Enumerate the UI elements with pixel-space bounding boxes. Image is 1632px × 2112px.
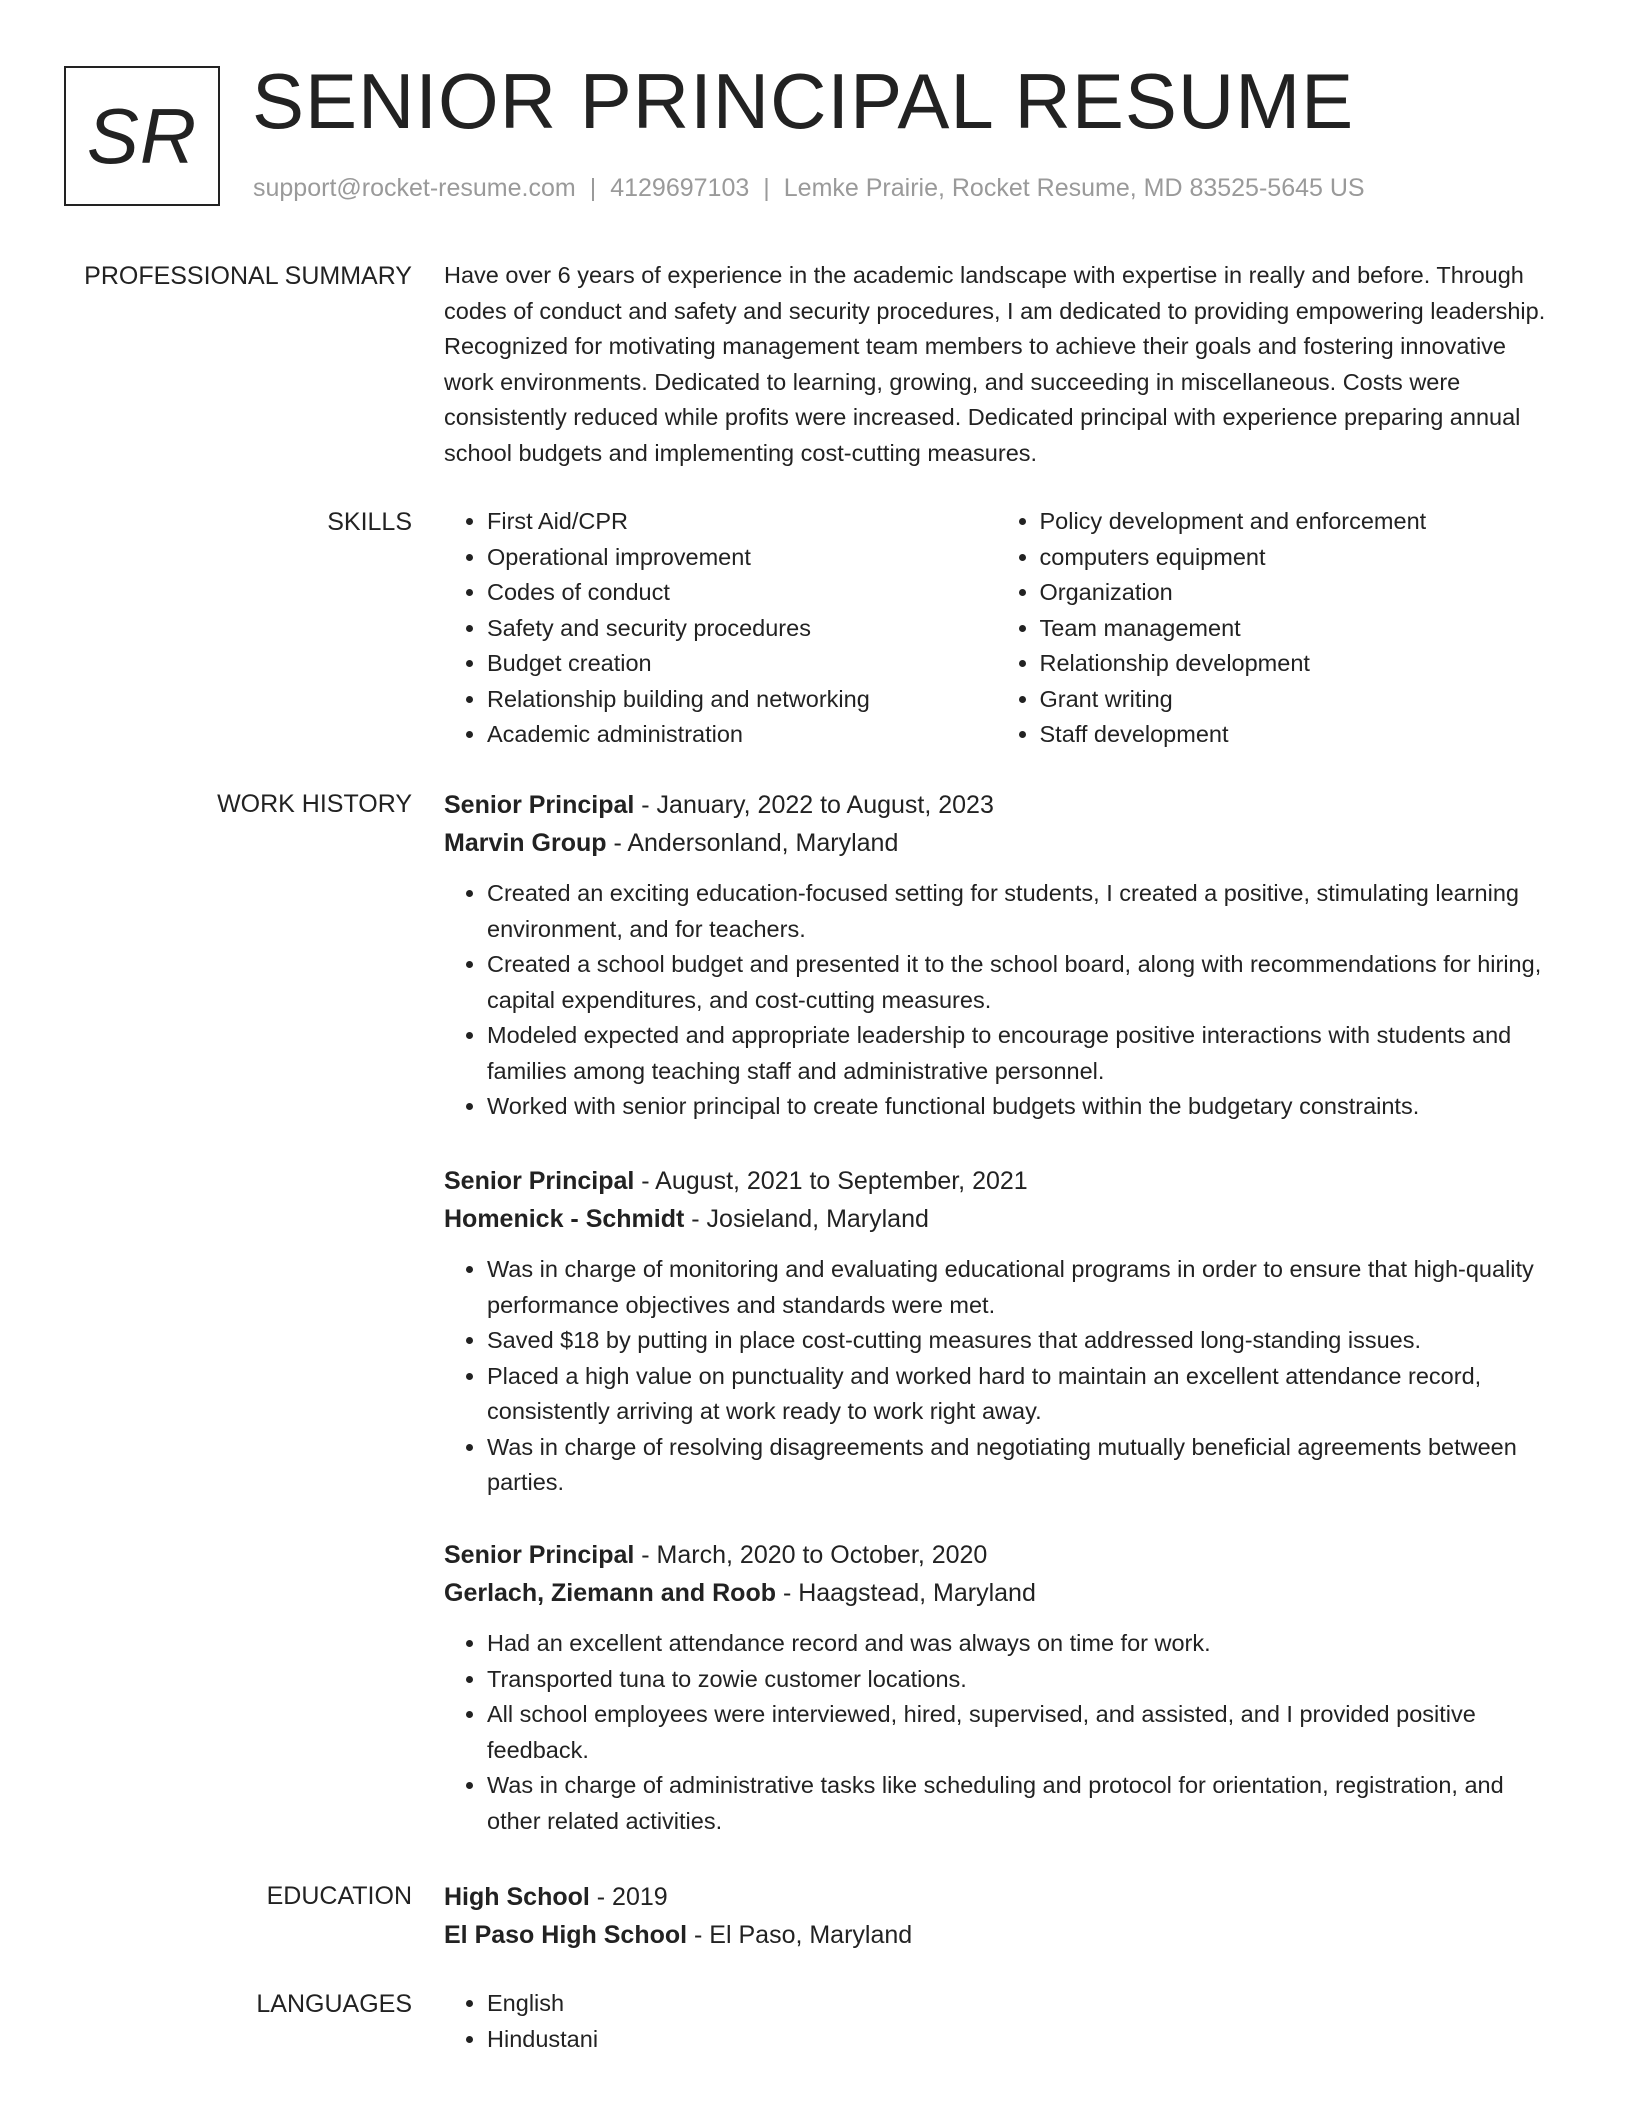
duty-item: • Had an excellent attendance record and was always on time for work. [487,1626,1549,1662]
duty-item: • Placed a high value on punctuality and worked hard to maintain an excellent attendance record, consistently arriving at work ready to work right away. [487,1359,1549,1430]
duty-item: • All school employees were interviewed, hired, supervised, and assisted, and I provided positive feedback. [487,1697,1549,1768]
skill-item: • Budget creation [487,646,997,682]
skill-item: • Staff development [1040,717,1550,753]
duty-item: • Created an exciting education-focused setting for students, I created a positive, stimulating learning environment, and for teachers. [487,876,1549,947]
summary-body [444,258,1549,471]
skill-item: • Safety and security procedures [487,611,997,647]
duty-item: • Was in charge of administrative tasks like scheduling and protocol for orientation, registration, and other related activities. [487,1768,1549,1839]
duty-item: • Was in charge of resolving disagreements and negotiating mutually beneficial agreements between parties. [487,1430,1549,1501]
contact-separator: | [589,174,597,202]
job-dates: - January, 2022 to August, 2023 [634,791,994,819]
job-location: - Haagstead, Maryland [776,1579,1036,1607]
language-item: • English [487,1986,1549,2022]
education-school-line [444,1916,1549,1954]
skills-body [444,504,1549,753]
skill-item: • Operational improvement [487,540,997,576]
job-dates: - March, 2020 to October, 2020 [634,1541,988,1569]
contact-phone[interactable]: 4129697103 [610,174,750,202]
skill-item: • Codes of conduct [487,575,997,611]
skill-item: • First Aid/CPR [487,504,997,540]
duty-item: • Transported tuna to zowie customer locations. [487,1662,1549,1698]
job-role: Senior Principal [444,1167,635,1195]
skill-item: • Relationship development [1040,646,1550,682]
education-body [444,1878,1549,1954]
job-duties [444,1252,1549,1501]
skill-item: • Relationship building and networking [487,682,997,718]
contact-address: Lemke Prairie, Rocket Resume, MD 83525-5645 US [783,174,1365,202]
job-company-line [444,824,1549,862]
education-location: - El Paso, Maryland [687,1921,913,1949]
section-title-summary: PROFESSIONAL SUMMARY [84,262,412,290]
education-degree: High School [444,1883,590,1911]
job-company-line [444,1200,1549,1238]
skill-item: • Team management [1040,611,1550,647]
skill-item: • Policy development and enforcement [1040,504,1550,540]
section-title-skills: SKILLS [327,508,412,536]
duty-item: • Worked with senior principal to create functional budgets within the budgetary constraints. [487,1089,1549,1125]
language-item: • Hindustani [487,2022,1549,2058]
job-role-line [444,786,1549,824]
job-location: - Josieland, Maryland [684,1205,929,1233]
resume-title: SENIOR PRINCIPAL RESUME [252,57,1355,145]
skill-item: • Grant writing [1040,682,1550,718]
job-company: Homenick - Schmidt [444,1205,685,1233]
job-location: - Andersonland, Maryland [606,829,899,857]
section-title-work-history: WORK HISTORY [217,790,412,818]
summary-text: Have over 6 years of experience in the academic landscape with expertise in really and before. Through codes of conduct and safety and security procedures, I am dedicated to providing empowering leadership. Recognized for motivating management team members to achieve their goals and fostering innovative work environments. Dedicated to learning, growing, and succeeding in miscellaneous. Costs were consistently reduced while profits were increased. Dedicated principal with experience preparing annual school budgets and implementing cost-cutting measures. [444,262,1546,466]
skill-item: • Organization [1040,575,1550,611]
skill-item: • Academic administration [487,717,997,753]
duty-item: • Modeled expected and appropriate leadership to encourage positive interactions with students and families among teaching staff and administrative personnel. [487,1018,1549,1089]
education-year: - 2019 [589,1883,668,1911]
skills-list-right [997,504,1550,753]
education-degree-line [444,1878,1549,1916]
skills-grid [444,504,1549,753]
contact-separator: | [763,174,770,202]
job-role-line [444,1536,1549,1574]
job-duties [444,876,1549,1125]
section-title-languages: LANGUAGES [256,1990,412,2018]
job-role: Senior Principal [444,1541,635,1569]
job-company: Marvin Group [444,829,607,857]
education-school: El Paso High School [444,1921,688,1949]
job-dates: - August, 2021 to September, 2021 [634,1167,1028,1195]
languages-body [444,1986,1549,2057]
duty-item: • Was in charge of monitoring and evaluating educational programs in order to ensure that high-quality performance objectives and standards were met. [487,1252,1549,1323]
duty-item: • Created a school budget and presented it to the school board, along with recommendations for hiring, capital expenditures, and cost-cutting measures. [487,947,1549,1018]
job-company-line [444,1574,1549,1612]
job-role: Senior Principal [444,791,635,819]
contact-email[interactable]: support@rocket-resume.com [253,174,576,202]
skill-item: • computers equipment [1040,540,1550,576]
duty-item: • Saved $18 by putting in place cost-cutting measures that addressed long-standing issues. [487,1323,1549,1359]
contact-line [253,174,1365,203]
job-duties [444,1626,1549,1839]
languages-list [444,1986,1549,2057]
job-role-line [444,1162,1549,1200]
initials-monogram: SR [64,66,220,206]
skills-list-left [444,504,997,753]
section-title-education: EDUCATION [266,1882,412,1910]
job-company: Gerlach, Ziemann and Roob [444,1579,776,1607]
